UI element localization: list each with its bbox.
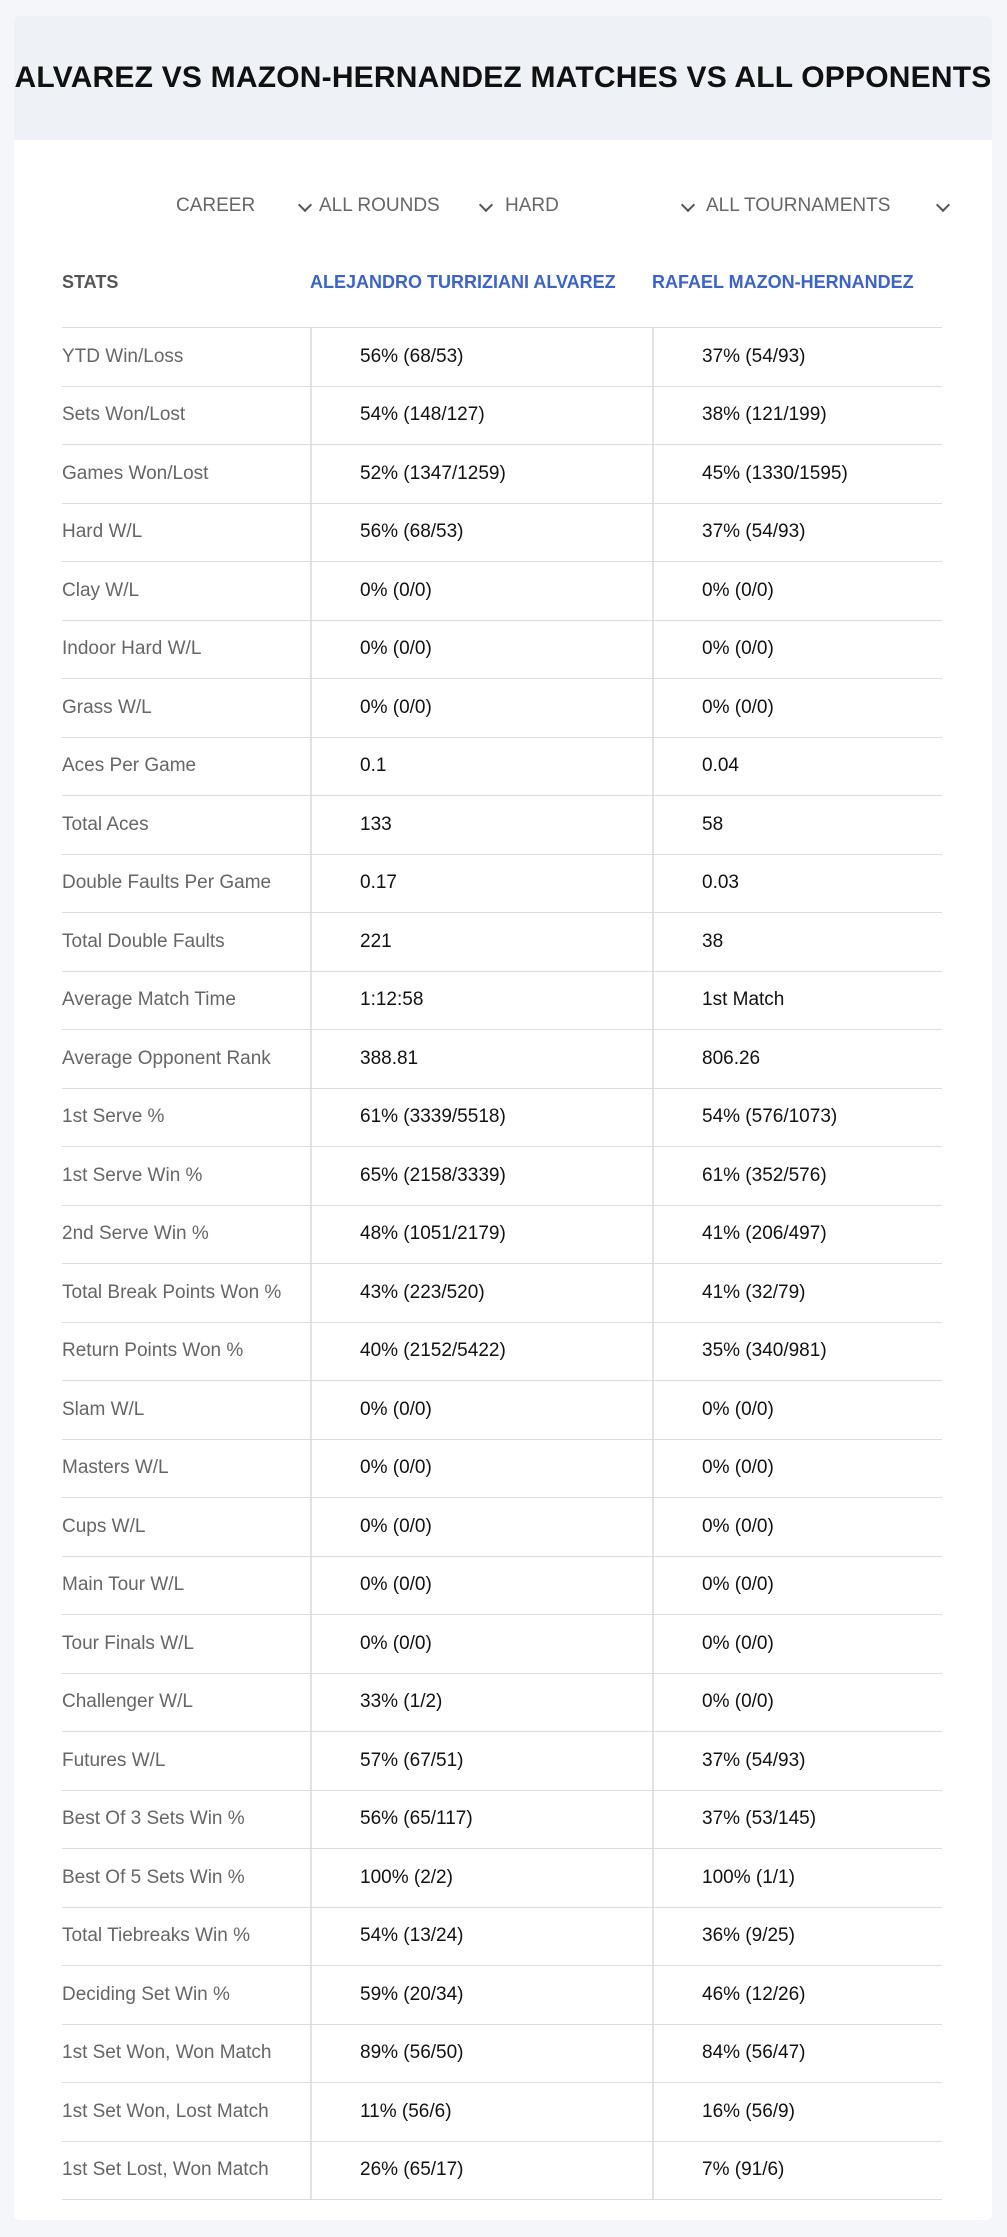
player1-value: 48% (1051/2179): [310, 1206, 652, 1264]
player1-value: 221: [310, 913, 652, 971]
rounds-select-label: ALL ROUNDS: [319, 195, 440, 216]
table-row: [62, 1498, 942, 1557]
table-row: [62, 1791, 942, 1850]
player2-value: 0% (0/0): [652, 1557, 942, 1615]
player2-value: 37% (53/145): [652, 1791, 942, 1849]
table-row: [62, 972, 942, 1031]
table-row: [62, 855, 942, 914]
stat-label: Double Faults Per Game: [62, 872, 272, 894]
player1-value: 1:12:58: [310, 972, 652, 1030]
player2-value: 16% (56/9): [652, 2083, 942, 2141]
stat-label: Slam W/L: [62, 1398, 145, 1420]
player1-value: 0% (0/0): [310, 621, 652, 679]
player1-value: 388.81: [310, 1030, 652, 1088]
table-body: [62, 328, 942, 2200]
stat-label: Sets Won/Lost: [62, 404, 186, 426]
table-row: [62, 1674, 942, 1733]
stat-label: Cups W/L: [62, 1515, 146, 1537]
player1-value: 52% (1347/1259): [310, 445, 652, 503]
table-row: [62, 2025, 942, 2084]
stat-label: Masters W/L: [62, 1457, 169, 1479]
player2-value: 0% (0/0): [652, 1498, 942, 1556]
stat-label: Total Tiebreaks Win %: [62, 1925, 250, 1947]
player2-value: 84% (56/47): [652, 2025, 942, 2083]
table-row: [62, 328, 942, 387]
player2-value: 54% (576/1073): [652, 1089, 942, 1147]
player2-value: 37% (54/93): [652, 1732, 942, 1790]
stat-label: Hard W/L: [62, 521, 143, 543]
tournaments-select[interactable]: [706, 186, 956, 226]
player1-value: 40% (2152/5422): [310, 1323, 652, 1381]
chevron-down-icon: [681, 198, 695, 212]
player1-value: 0.17: [310, 855, 652, 913]
player1-value: 56% (65/117): [310, 1791, 652, 1849]
career-select-label: CAREER: [176, 195, 256, 216]
player1-value: 0.1: [310, 738, 652, 796]
player1-value: 0% (0/0): [310, 1381, 652, 1439]
stat-label: Main Tour W/L: [62, 1574, 185, 1596]
rounds-select[interactable]: [319, 186, 499, 226]
player2-value: 806.26: [652, 1030, 942, 1088]
player2-value: 37% (54/93): [652, 504, 942, 562]
table-row: [62, 504, 942, 563]
chevron-down-icon: [298, 198, 312, 212]
table-row: [62, 1966, 942, 2025]
table-row: [62, 1732, 942, 1791]
chevron-down-icon: [936, 198, 950, 212]
column-header-stats: STATS: [62, 272, 119, 292]
stat-label: Futures W/L: [62, 1749, 166, 1771]
player1-value: 0% (0/0): [310, 1440, 652, 1498]
table-row: [62, 621, 942, 680]
player2-value: 41% (206/497): [652, 1206, 942, 1264]
stat-label: Total Aces: [62, 813, 149, 835]
stat-label: 1st Set Lost, Won Match: [62, 2159, 269, 2181]
surface-select-label: HARD: [505, 195, 559, 216]
player1-value: 61% (3339/5518): [310, 1089, 652, 1147]
chevron-down-icon: [479, 198, 493, 212]
player1-value: 56% (68/53): [310, 504, 652, 562]
stat-label: Aces Per Game: [62, 755, 197, 777]
player1-value: 43% (223/520): [310, 1264, 652, 1322]
table-row: [62, 1849, 942, 1908]
stats-table: [62, 252, 942, 2200]
stat-label: Tour Finals W/L: [62, 1632, 194, 1654]
page-title: ALVAREZ VS MAZON-HERNANDEZ MATCHES VS ALL OPPONENTS: [14, 61, 992, 94]
tournaments-select-label: ALL TOURNAMENTS: [706, 195, 891, 216]
player1-value: 0% (0/0): [310, 562, 652, 620]
column-header-player1[interactable]: ALEJANDRO TURRIZIANI ALVAREZ: [310, 272, 616, 292]
stat-label: Deciding Set Win %: [62, 1983, 230, 2005]
player2-value: 45% (1330/1595): [652, 445, 942, 503]
player1-value: 33% (1/2): [310, 1674, 652, 1732]
player2-value: 36% (9/25): [652, 1908, 942, 1966]
player1-value: 11% (56/6): [310, 2083, 652, 2141]
player2-value: 38% (121/199): [652, 387, 942, 445]
stat-label: Indoor Hard W/L: [62, 638, 202, 660]
table-row: [62, 1381, 942, 1440]
player2-value: 35% (340/981): [652, 1323, 942, 1381]
stat-label: Challenger W/L: [62, 1691, 193, 1713]
table-row: [62, 1147, 942, 1206]
player2-value: 61% (352/576): [652, 1147, 942, 1205]
player1-value: 59% (20/34): [310, 1966, 652, 2024]
player1-value: 26% (65/17): [310, 2142, 652, 2200]
table-row: [62, 445, 942, 504]
player1-value: 100% (2/2): [310, 1849, 652, 1907]
card-header: [14, 16, 992, 140]
player2-value: 37% (54/93): [652, 328, 942, 386]
player1-value: 57% (67/51): [310, 1732, 652, 1790]
player2-value: 0% (0/0): [652, 562, 942, 620]
table-row: [62, 738, 942, 797]
table-row: [62, 562, 942, 621]
player2-value: 7% (91/6): [652, 2142, 942, 2200]
table-row: [62, 1206, 942, 1265]
stat-label: Return Points Won %: [62, 1340, 244, 1362]
stat-label: Total Break Points Won %: [62, 1281, 282, 1303]
player1-value: 133: [310, 796, 652, 854]
table-row: [62, 913, 942, 972]
stats-card: [14, 16, 992, 2220]
player1-value: 56% (68/53): [310, 328, 652, 386]
player2-value: 0.03: [652, 855, 942, 913]
table-row: [62, 1030, 942, 1089]
stat-label: 1st Serve %: [62, 1106, 165, 1128]
player1-value: 65% (2158/3339): [310, 1147, 652, 1205]
player2-value: 0% (0/0): [652, 1440, 942, 1498]
player1-value: 89% (56/50): [310, 2025, 652, 2083]
table-row: [62, 1908, 942, 1967]
player2-value: 38: [652, 913, 942, 971]
column-header-player2[interactable]: RAFAEL MAZON-HERNANDEZ: [652, 272, 914, 292]
player2-value: 0% (0/0): [652, 1615, 942, 1673]
stat-label: Average Match Time: [62, 989, 236, 1011]
player2-value: 1st Match: [652, 972, 942, 1030]
player2-value: 58: [652, 796, 942, 854]
player1-value: 54% (148/127): [310, 387, 652, 445]
player1-value: 0% (0/0): [310, 679, 652, 737]
filter-bar: [14, 186, 992, 226]
stat-label: Grass W/L: [62, 696, 152, 718]
table-header: [62, 252, 942, 328]
stat-label: Average Opponent Rank: [62, 1047, 271, 1069]
stat-label: 1st Set Won, Lost Match: [62, 2100, 269, 2122]
stat-label: Games Won/Lost: [62, 462, 209, 484]
player2-value: 0% (0/0): [652, 1674, 942, 1732]
player2-value: 0% (0/0): [652, 679, 942, 737]
stat-label: YTD Win/Loss: [62, 345, 184, 367]
table-row: [62, 679, 942, 738]
stat-label: 2nd Serve Win %: [62, 1223, 209, 1245]
career-select[interactable]: [176, 186, 326, 226]
surface-select[interactable]: [505, 186, 695, 226]
player1-value: 54% (13/24): [310, 1908, 652, 1966]
stat-label: 1st Serve Win %: [62, 1164, 203, 1186]
stat-label: Clay W/L: [62, 579, 140, 601]
player2-value: 46% (12/26): [652, 1966, 942, 2024]
player2-value: 0% (0/0): [652, 1381, 942, 1439]
table-row: [62, 2083, 942, 2142]
player2-value: 41% (32/79): [652, 1264, 942, 1322]
table-row: [62, 1557, 942, 1616]
table-row: [62, 1323, 942, 1382]
table-row: [62, 1615, 942, 1674]
stat-label: Best Of 3 Sets Win %: [62, 1808, 245, 1830]
stat-label: Total Double Faults: [62, 930, 225, 952]
table-row: [62, 2142, 942, 2201]
table-row: [62, 1264, 942, 1323]
player2-value: 0.04: [652, 738, 942, 796]
stat-label: Best Of 5 Sets Win %: [62, 1866, 245, 1888]
player1-value: 0% (0/0): [310, 1557, 652, 1615]
table-row: [62, 796, 942, 855]
player1-value: 0% (0/0): [310, 1615, 652, 1673]
table-row: [62, 1440, 942, 1499]
player2-value: 100% (1/1): [652, 1849, 942, 1907]
player2-value: 0% (0/0): [652, 621, 942, 679]
table-row: [62, 387, 942, 446]
table-row: [62, 1089, 942, 1148]
player1-value: 0% (0/0): [310, 1498, 652, 1556]
stat-label: 1st Set Won, Won Match: [62, 2042, 272, 2064]
